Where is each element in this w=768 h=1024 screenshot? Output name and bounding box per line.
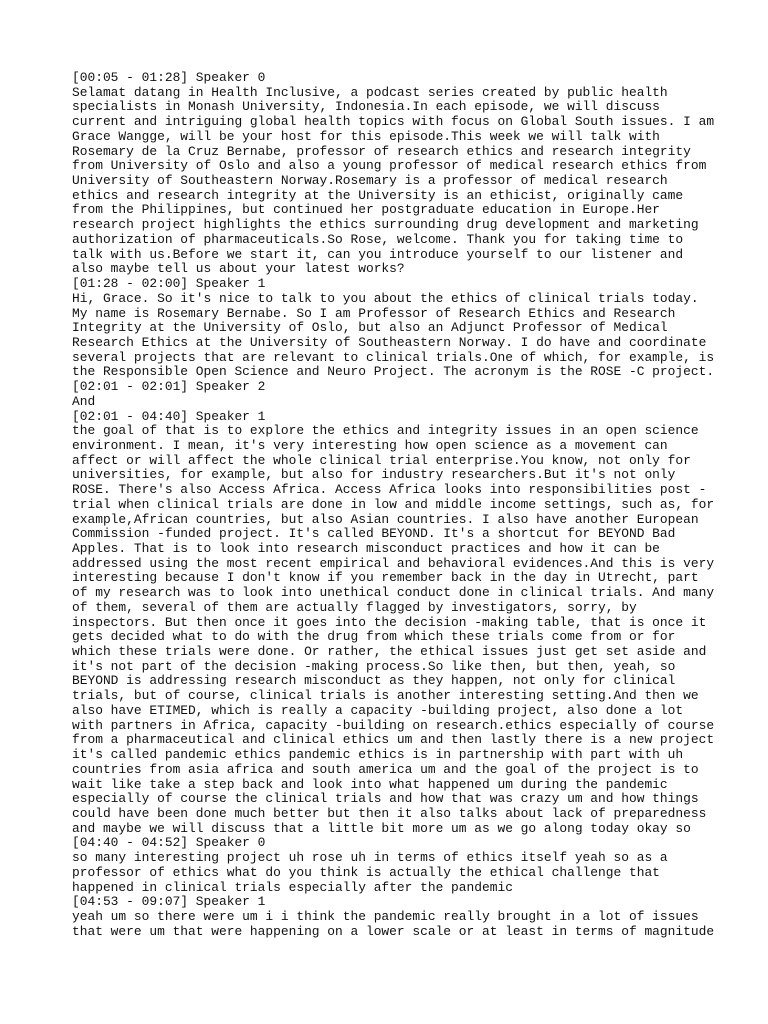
transcript-line: countries from asia africa and south america um and the goal of the project is to bbox=[72, 761, 699, 777]
transcript-line: happened in clinical trials especially after the pandemic bbox=[72, 879, 513, 895]
transcript-line: environment. I mean, it's very interesting how open science as a movement can bbox=[72, 437, 668, 453]
speaker-timestamp-header: [04:53 - 09:07] Speaker 1 bbox=[72, 894, 266, 910]
transcript-line: which these trials were done. Or rather, the ethical issues just get set aside and bbox=[72, 644, 707, 660]
transcript-line: authorization of pharmaceuticals.So Rose, welcome. Thank you for taking time to bbox=[72, 231, 684, 247]
transcript-line: My name is Rosemary Bernabe. So I am Professor of Research Ethics and Research bbox=[72, 305, 676, 321]
transcript-line: trials, but of course, clinical trials is another interesting setting.And then we bbox=[72, 688, 699, 704]
transcript-line: affect or will affect the whole clinical trial enterprise.You know, not only for bbox=[72, 452, 691, 468]
transcript-line: it's not part of the decision -making process.So like then, but then, yeah, so bbox=[72, 658, 676, 674]
transcript-line: yeah um so there were um i i think the pandemic really brought in a lot of issues bbox=[72, 908, 699, 924]
transcript-line: And bbox=[72, 393, 96, 409]
transcript-line: so many interesting project uh rose uh in terms of ethics itself yeah so as a bbox=[72, 850, 668, 866]
transcript-line: from the Philippines, but continued her postgraduate education in Europe.Her bbox=[72, 202, 660, 218]
transcript-line: from University of Oslo and also a young professor of medical research ethics from bbox=[72, 158, 707, 174]
transcript-line: specialists in Monash University, Indonesia.In each episode, we will discuss bbox=[72, 99, 660, 115]
speaker-timestamp-header: [01:28 - 02:00] Speaker 1 bbox=[72, 276, 266, 292]
transcript-line: University of Southeastern Norway.Rosemary is a professor of medical research bbox=[72, 173, 668, 189]
transcript-line: inspectors. But then once it goes into the decision -making table, that is once it bbox=[72, 614, 707, 630]
transcript-line: Grace Wangge, will be your host for this episode.This week we will talk with bbox=[72, 128, 660, 144]
transcript-line: wait like take a step back and look into what happened um during the pandemic bbox=[72, 776, 668, 792]
transcript-line: Apples. That is to look into research misconduct practices and how it can be bbox=[72, 541, 660, 556]
transcript-line: universities, for example, but also for industry researchers.But it's not only bbox=[72, 467, 676, 483]
transcript-line: gets decided what to do with the drug from which these trials come from or for bbox=[72, 629, 676, 645]
transcript-line: of my research was to look into unethical conduct done in clinical trials. And many bbox=[72, 585, 715, 601]
transcript-line: several projects that are relevant to clinical trials.One of which, for example, is bbox=[72, 349, 715, 365]
transcript-line: and maybe we will discuss that a little bit more um as we go along today okay so bbox=[72, 820, 691, 836]
speaker-timestamp-header: [00:05 - 01:28] Speaker 0 bbox=[72, 70, 266, 85]
transcript-line: research project highlights the ethics surrounding drug development and marketing bbox=[72, 217, 699, 233]
transcript-line: also maybe tell us about your latest works? bbox=[72, 261, 405, 277]
transcript-line: Hi, Grace. So it's nice to talk to you about the ethics of clinical trials today. bbox=[72, 290, 699, 306]
transcript-line: Selamat datang in Health Inclusive, a podcast series created by public health bbox=[72, 84, 668, 100]
speaker-timestamp-header: [02:01 - 02:01] Speaker 2 bbox=[72, 379, 266, 395]
transcript-line: Rosemary de la Cruz Bernabe, professor of research ethics and research integrity bbox=[72, 143, 691, 159]
transcript-line: with partners in Africa, capacity -building on research.ethics especially of course bbox=[72, 717, 715, 733]
transcript-line: interesting because I don't know if you remember back in the day in Utrecht, part bbox=[72, 570, 699, 586]
transcript-line: BEYOND is addressing research misconduct as they happen, not only for clinical bbox=[72, 673, 676, 689]
transcript-line: especially of course the clinical trials and how that was crazy um and how things bbox=[72, 791, 699, 807]
transcript-line: also have ETIMED, which is really a capacity -building project, also done a lot bbox=[72, 702, 684, 718]
speaker-timestamp-header: [02:01 - 04:40] Speaker 1 bbox=[72, 408, 266, 424]
transcript-line: ROSE. There's also Access Africa. Access Africa looks into responsibilities post - bbox=[72, 482, 707, 498]
transcript-line: Integrity at the University of Oslo, but also an Adjunct Professor of Medical bbox=[72, 320, 668, 336]
transcript-line: the Responsible Open Science and Neuro Project. The acronym is the ROSE -C project. bbox=[72, 364, 715, 380]
speaker-timestamp-header: [04:40 - 04:52] Speaker 0 bbox=[72, 835, 266, 851]
transcript-line: talk with us.Before we start it, can you introduce yourself to our listener and bbox=[72, 246, 684, 262]
transcript-line: example,African countries, but also Asian countries. I also have another European bbox=[72, 511, 699, 527]
transcript-line: Research Ethics at the University of Southeastern Norway. I do have and coordinate bbox=[72, 334, 707, 350]
transcript-line: trial when clinical trials are done in low and middle income settings, such as, for bbox=[72, 496, 715, 512]
transcript-line: it's called pandemic ethics pandemic ethics is in partnership with part with uh bbox=[72, 747, 684, 763]
transcript-line: could have been done much better but then it also talks about lack of preparedness bbox=[72, 805, 707, 821]
transcript-line: current and intriguing global health topics with focus on Global South issues. I am bbox=[72, 114, 715, 130]
transcript-line: ethics and research integrity at the University is an ethicist, originally came bbox=[72, 187, 684, 203]
transcript-page bbox=[72, 70, 715, 939]
transcript-line: Commission -funded project. It's called BEYOND. It's a shortcut for BEYOND Bad bbox=[72, 526, 676, 542]
transcript-line: from a pharmaceutical and clinical ethics um and then lastly there is a new project bbox=[72, 732, 715, 748]
transcript-line: addressed using the most recent empirical and behavioral evidences.And this is very bbox=[72, 555, 715, 571]
transcript-line: of them, several of them are actually flagged by investigators, sorry, by bbox=[72, 599, 637, 615]
transcript-line: the goal of that is to explore the ethics and integrity issues in an open science bbox=[72, 423, 699, 439]
transcript-line: that were um that were happening on a lower scale or at least in terms of magnitude bbox=[72, 923, 715, 939]
transcript-line: professor of ethics what do you think is actually the ethical challenge that bbox=[72, 864, 660, 880]
